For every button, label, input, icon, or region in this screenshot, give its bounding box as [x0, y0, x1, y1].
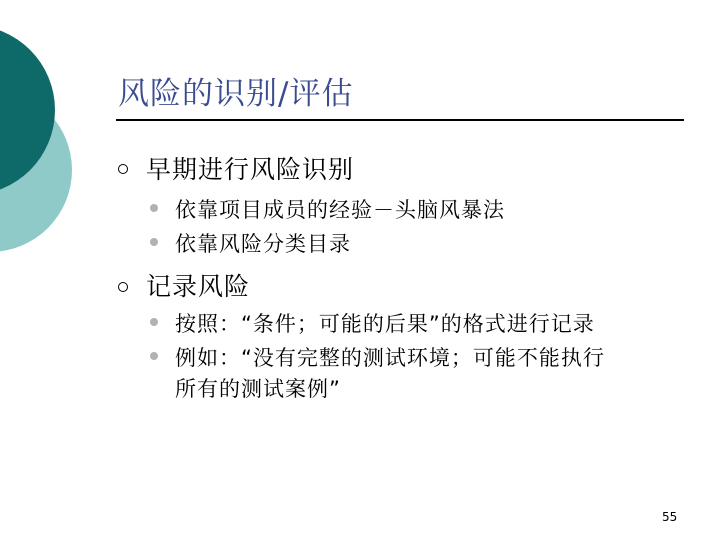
bullet-ring-icon	[118, 164, 128, 174]
slide-title: 风险的识别/评估	[118, 76, 354, 112]
bullet-level2: 依靠风险分类目录	[175, 232, 351, 256]
decorative-circles	[0, 0, 140, 300]
bullet-level1: 记录风险	[146, 272, 251, 301]
title-underline	[116, 119, 684, 121]
bullet-dot-icon	[150, 204, 158, 212]
bullet-dot-icon	[150, 238, 158, 246]
bullet-dot-icon	[150, 352, 158, 360]
bullet-level2: 依靠项目成员的经验－头脑风暴法	[175, 198, 505, 222]
page-number: 55	[662, 510, 678, 524]
bullet-level2: 按照：“条件；可能的后果”的格式进行记录	[175, 312, 595, 336]
bullet-ring-icon	[118, 282, 128, 292]
bullet-level1: 早期进行风险识别	[146, 155, 355, 184]
bullet-dot-icon	[150, 318, 158, 326]
bullet-level2-continuation: 所有的测试案例”	[175, 377, 341, 401]
bullet-level2: 例如：“没有完整的测试环境；可能不能执行	[175, 346, 605, 370]
